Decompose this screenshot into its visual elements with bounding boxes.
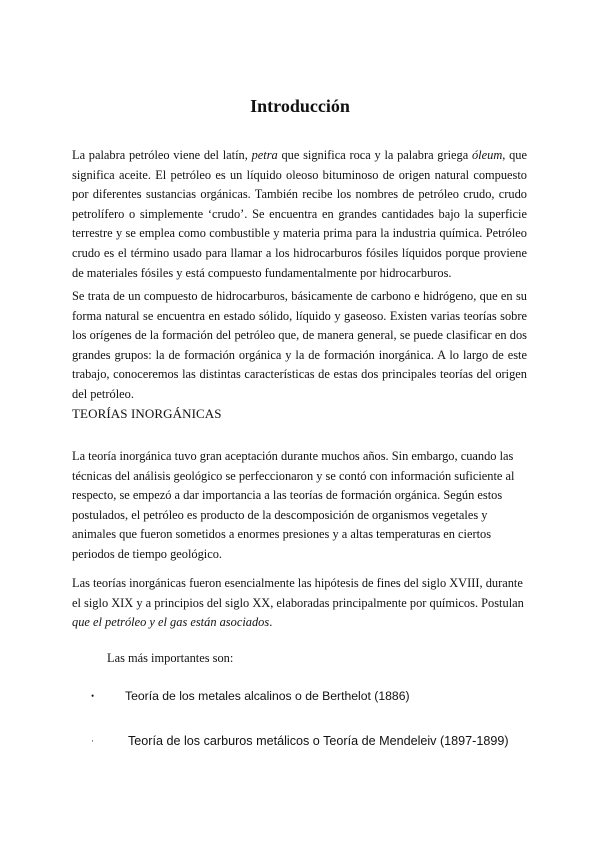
intro-italic-petra: petra — [251, 148, 278, 162]
list-item — [0, 731, 600, 751]
bullet-icon: · — [91, 736, 94, 746]
inorganic-theory-paragraph: La teoría inorgánica tuvo gran aceptación durante muchos años. Sin embargo, cuando las técnicas del análisis geológico se perfeccionaron y se contó con información suficiente al respecto, se empezó a dar importancia a las teorías de formación orgánica. Según estos postulados, el petróleo es producto de la descomposición de organismos vegetales y animales que fueron sometidos a enormes presiones y a altas temperaturas en ciertos periodos de tiempo geológico. — [72, 449, 515, 561]
page-title: Introducción — [250, 96, 350, 116]
list-lead: Las más importantes son: — [107, 651, 234, 665]
bullet-icon: • — [91, 691, 95, 701]
list-item — [0, 686, 600, 706]
list-item-text: Teoría de los metales alcalinos o de Berthelot (1886) — [125, 689, 410, 703]
section-heading: TEORÍAS INORGÁNICAS — [72, 406, 222, 421]
intro-text-a: La palabra petróleo viene del latín, — [72, 148, 252, 162]
intro-paragraph — [72, 146, 527, 283]
intro-italic-oleum: óleum — [471, 148, 503, 162]
hypotheses-text: Las teorías inorgánicas fueron esencialmente las hipótesis de fines del siglo XVIII, durante el siglo XIX y a principios del siglo XX, elaboradas principalmente por químicos. Postulan — [72, 576, 524, 610]
composition-paragraph: Se trata de un compuesto de hidrocarburos, básicamente de carbono e hidrógeno, que en su forma natural se encuentra en estado sólido, líquido y gaseoso. Existen varias teorías sobre los orígenes de la formación del petróleo que, de manera general, se puede clasificar en dos grandes grupos: la de formación orgánica y la de formación inorgánica. A lo largo de este trabajo, conoceremos las distintas características de estas dos principales teorías del origen del petróleo. — [72, 289, 527, 401]
list-item-text: Teoría de los carburos metálicos o Teoría de Mendeleiv (1897-1899) — [128, 734, 509, 748]
hypotheses-end: . — [269, 615, 273, 630]
hypotheses-italic: que el petróleo y el gas están asociados — [72, 615, 270, 630]
inorganic-hypotheses-paragraph — [72, 574, 527, 633]
intro-text-c: , que significa aceite. El petróleo es un líquido oleoso bituminoso de origen natural compuesto por diferentes sustancias orgánicas. También recibe los nombres de petróleo crudo, crudo petrolífero o simplemente ‘crudo’. Se encuentra en grandes cantidades bajo la superficie terrestre y se emplea como combustible y materia prima para la industria química. Petróleo crudo es el término usado para llamar a los hidrocarburos fósiles líquidos porque proviene de materiales fósiles y está compuesto fundamentalmente por hidrocarburos. — [72, 148, 527, 280]
intro-text-b: que significa roca y la palabra griega — [277, 148, 472, 162]
